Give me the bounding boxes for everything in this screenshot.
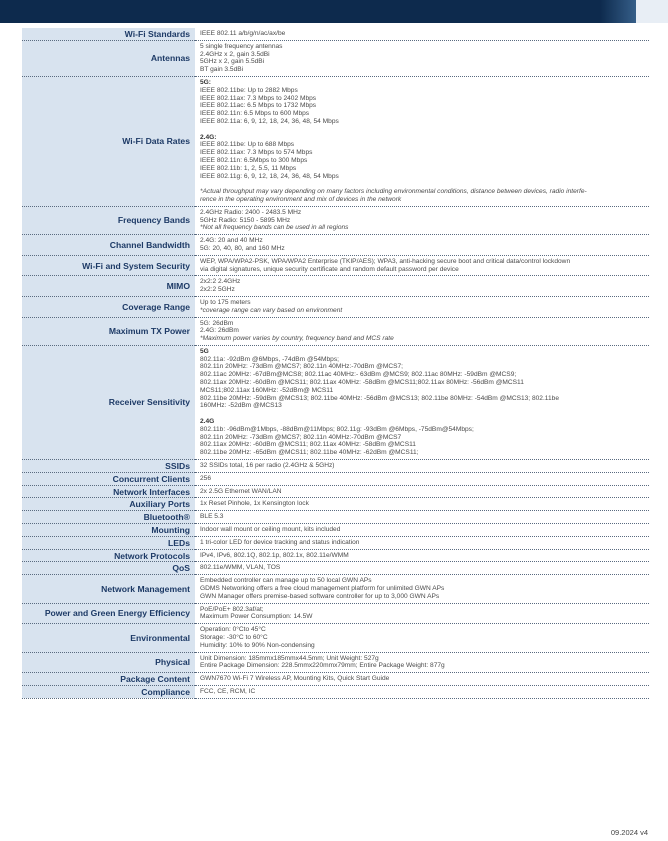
- spec-row: [22, 40, 649, 76]
- spec-value: [195, 673, 649, 686]
- spec-value: [195, 40, 649, 76]
- spec-value: [195, 624, 649, 652]
- spec-value: [195, 549, 649, 562]
- spec-value-line: 5GHz x 2, gain 5.5dBi: [200, 58, 265, 66]
- spec-gap: [200, 410, 649, 418]
- spec-value-line: 5G:: [200, 78, 211, 86]
- spec-value-line: 2.4G: 20 and 40 MHz: [200, 237, 263, 245]
- spec-label: Auxiliary Ports: [22, 498, 195, 511]
- spec-value-line: 2x 2.5G Ethernet WAN/LAN: [200, 487, 282, 495]
- spec-label: Compliance: [22, 685, 195, 698]
- spec-note: rence in the operating environment and mix of devices in the network: [200, 195, 402, 203]
- spec-value-line: 5G: 26dBm: [200, 319, 234, 327]
- spec-row: [22, 562, 649, 575]
- spec-value: [195, 485, 649, 498]
- spec-value-line: 802.11ax 20MHz: -60dBm @MCS11; 802.11ax 40MHz: -58dBm @MCS11;802.11ax 80MHz: -56dBm @MCS11: [200, 379, 524, 387]
- spec-value-line: Embedded controller can manage up to 50 local GWN APs: [200, 577, 372, 585]
- spec-row: [22, 624, 649, 652]
- spec-row: [22, 345, 649, 459]
- spec-row: [22, 460, 649, 473]
- spec-label: Frequency Bands: [22, 206, 195, 234]
- spec-value-line: Operation: 0°Cto 45°C: [200, 626, 266, 634]
- header-bar-accent: [636, 0, 668, 23]
- spec-value-line: IEEE 802.11be: Up to 2882 Mbps: [200, 86, 298, 94]
- spec-value: [195, 472, 649, 485]
- spec-value-line: 5 single frequency antennas: [200, 42, 283, 50]
- spec-label: Package Content: [22, 673, 195, 686]
- spec-value-line: Indoor wall mount or ceiling mount, kits included: [200, 526, 341, 534]
- version-footer: 09.2024 v4: [610, 828, 648, 837]
- spec-row: [22, 603, 649, 624]
- spec-label: Power and Green Energy Efficiency: [22, 603, 195, 624]
- spec-value-line: 5G: 20, 40, 80, and 160 MHz: [200, 244, 285, 252]
- spec-value-line: 802.11n 20MHz: -73dBm @MCS7; 802.11n 40MHz:-70dBm @MCS7;: [200, 363, 403, 371]
- spec-value: [195, 536, 649, 549]
- spec-value-line: IEEE 802.11n: 6.5 Mbps to 600 Mbps: [200, 110, 310, 118]
- spec-row: [22, 673, 649, 686]
- spec-value-line: GDMS Networking offers a free cloud management platform for unlimited GWN APs: [200, 585, 445, 593]
- spec-value-line: 160MHz: -52dBm @MCS13: [200, 402, 282, 410]
- spec-value-line: via digital signatures, unique security certificate and random default password per device: [200, 265, 459, 273]
- spec-label: Concurrent Clients: [22, 472, 195, 485]
- spec-label: Bluetooth®: [22, 511, 195, 524]
- spec-value-line: Maximum Power Consumption: 14.5W: [200, 613, 313, 621]
- spec-value-line: IEEE 802.11ax: 7.3 Mbps to 574 Mbps: [200, 149, 313, 157]
- spec-label: Wi-Fi Data Rates: [22, 76, 195, 206]
- header-bar: [0, 0, 668, 23]
- spec-value-line: IEEE 802.11a: 6, 9, 12, 18, 24, 36, 48, 54 Mbps: [200, 117, 339, 125]
- spec-value-line: 1 tri-color LED for device tracking and status indication: [200, 538, 360, 546]
- spec-row: [22, 28, 649, 40]
- spec-value: [195, 28, 649, 40]
- spec-row: [22, 685, 649, 698]
- spec-label: Physical: [22, 652, 195, 673]
- spec-value-line: IEEE 802.11n: 6.5Mbps to 300 Mbps: [200, 156, 308, 164]
- spec-value-line: Unit Dimension: 185mmx185mmx44.5mm; Unit Weight: 527g: [200, 654, 379, 662]
- spec-value-line: IEEE 802.11b: 1, 2, 5.5, 11 Mbps: [200, 164, 297, 172]
- spec-value-line: PoE/PoE+ 802.3af/at;: [200, 605, 264, 613]
- spec-value: [195, 276, 649, 297]
- spec-value-line: 802.11a: -92dBm @6Mbps, -74dBm @54Mbps;: [200, 355, 339, 363]
- spec-value: [195, 345, 649, 459]
- spec-value: [195, 603, 649, 624]
- spec-label: Mounting: [22, 524, 195, 537]
- spec-value-line: IEEE 802.11be: Up to 688 Mbps: [200, 141, 295, 149]
- spec-value: [195, 317, 649, 345]
- spec-row: [22, 276, 649, 297]
- spec-row: [22, 472, 649, 485]
- spec-value-line: FCC, CE, RCM, IC: [200, 687, 256, 695]
- spec-table: [22, 28, 649, 699]
- spec-label: Wi-Fi Standards: [22, 28, 195, 40]
- spec-value-line: IEEE 802.11 a/b/g/n/ac/ax/be: [200, 30, 286, 37]
- spec-value-line: 2x2:2 5GHz: [200, 286, 235, 294]
- spec-value-line: Storage: -30°C to 60°C: [200, 634, 268, 641]
- spec-label: SSIDs: [22, 460, 195, 473]
- spec-row: [22, 255, 649, 276]
- spec-row: [22, 235, 649, 256]
- spec-label: MIMO: [22, 276, 195, 297]
- spec-value: [195, 685, 649, 698]
- spec-row: [22, 485, 649, 498]
- spec-row: [22, 206, 649, 234]
- spec-gap: [200, 180, 649, 188]
- spec-value: [195, 575, 649, 603]
- spec-label: Environmental: [22, 624, 195, 652]
- spec-value-line: 5GHz Radio: 5150 - 5895 MHz: [200, 216, 291, 224]
- spec-value: [195, 296, 649, 317]
- spec-value: [195, 206, 649, 234]
- spec-table-body: [22, 28, 649, 698]
- spec-value-line: 32 SSIDs total, 16 per radio (2.4GHz & 5GHz): [200, 462, 335, 470]
- spec-value-line: 2.4G: 26dBm: [200, 327, 239, 335]
- spec-row: [22, 498, 649, 511]
- spec-value-line: 1x Reset Pinhole, 1x Kensington lock: [200, 500, 309, 508]
- spec-value-line: BLE 5.3: [200, 513, 224, 521]
- spec-value: [195, 255, 649, 276]
- spec-row: [22, 575, 649, 603]
- spec-label: Maximum TX Power: [22, 317, 195, 345]
- spec-value-line: 2x2:2 2.4GHz: [200, 278, 241, 286]
- spec-value: [195, 562, 649, 575]
- spec-label: Coverage Range: [22, 296, 195, 317]
- spec-label: Receiver Sensitivity: [22, 345, 195, 459]
- spec-value-line: 802.11be 20MHz: -65dBm @MCS11; 802.11be 40MHz: -62dBm @MCS11;: [200, 449, 419, 457]
- spec-label: LEDs: [22, 536, 195, 549]
- spec-value-line: 2.4GHz Radio: 2400 - 2483.5 MHz: [200, 208, 302, 216]
- spec-value-line: Humidity: 10% to 90% Non-condensing: [200, 641, 315, 649]
- spec-value-line: 802.11ax 20MHz: -60dBm @MCS11; 802.11ax 40MHz: -58dBm @MCS11: [200, 441, 416, 449]
- spec-row: [22, 296, 649, 317]
- spec-value: [195, 511, 649, 524]
- spec-row: [22, 511, 649, 524]
- spec-value-line: IEEE 802.11g: 6, 9, 12, 18, 24, 36, 48, 54 Mbps: [200, 172, 339, 180]
- spec-value-line: 2.4G:: [200, 133, 217, 141]
- spec-value-line: Entire Package Dimension: 228.5mmx220mmx79mm; Entire Package Weight: 877g: [200, 662, 445, 670]
- spec-label: Network Protocols: [22, 549, 195, 562]
- spec-row: [22, 536, 649, 549]
- spec-label: Wi-Fi and System Security: [22, 255, 195, 276]
- spec-label: Network Interfaces: [22, 485, 195, 498]
- spec-value-line: 802.11ac 20MHz: -67dBm@MCS8; 802.11ac 40MHz:- 63dBm @MCS9; 802.11ac 80MHz: -59dBm @MCS9;: [200, 371, 517, 379]
- spec-row: [22, 549, 649, 562]
- spec-note: *coverage range can vary based on environment: [200, 306, 343, 314]
- spec-row: [22, 652, 649, 673]
- spec-row: [22, 76, 649, 206]
- spec-value: [195, 460, 649, 473]
- spec-label: Channel Bandwidth: [22, 235, 195, 256]
- spec-label: Antennas: [22, 40, 195, 76]
- spec-value: [195, 524, 649, 537]
- spec-value-line: 256: [200, 474, 212, 482]
- spec-value-line: IPv4, IPv6, 802.1Q, 802.1p, 802.1x, 802.11e/WMM: [200, 551, 349, 559]
- spec-value-line: MCS11;802.11ax 160MHz: -52dBm@ MCS11: [200, 386, 334, 394]
- spec-value-line: BT gain 3.5dBi: [200, 66, 244, 74]
- spec-value-line: IEEE 802.11ax: 7.3 Mbps to 2402 Mbps: [200, 94, 317, 102]
- spec-value-line: 802.11b: -96dBm@1Mbps, -88dBm@11Mbps; 802.11g: -93dBm @6Mbps, -75dBm@54Mbps;: [200, 425, 474, 433]
- spec-row: [22, 317, 649, 345]
- spec-value: [195, 76, 649, 206]
- spec-note: *Maximum power varies by country, frequency band and MCS rate: [200, 335, 394, 343]
- spec-value-line: WEP, WPA/WPA2-PSK, WPA/WPA2 Enterprise (TKIP/AES); WPA3, anti-hacking secure boot and critical data/control lockdown: [200, 257, 571, 265]
- spec-value-line: IEEE 802.11ac: 6.5 Mbps to 1732 Mbps: [200, 102, 317, 110]
- spec-value-line: Up to 175 meters: [200, 298, 251, 306]
- spec-value: [195, 652, 649, 673]
- spec-gap: [200, 126, 649, 134]
- spec-label: QoS: [22, 562, 195, 575]
- spec-label: Network Management: [22, 575, 195, 603]
- spec-value-line: 802.11be 20MHz: -59dBm @MCS13; 802.11be 40MHz: -56dBm @MCS13; 802.11be 80MHz: -54dBm @MCS13; 802.11be: [200, 394, 559, 402]
- spec-value-line: 2.4GHz x 2, gain 3.5dBi: [200, 50, 270, 58]
- spec-value: [195, 235, 649, 256]
- spec-row: [22, 524, 649, 537]
- spec-value-line: 802.11n 20MHz: -73dBm @MCS7; 802.11n 40MHz:-70dBm @MCS7: [200, 433, 402, 441]
- spec-value-line: 802.11e/WMM, VLAN, TOS: [200, 564, 281, 572]
- spec-value-line: 5G: [200, 347, 209, 355]
- spec-note: *Actual throughput may vary depending on many factors including environmental conditions, distance between devices, radio interfe-: [200, 188, 587, 196]
- spec-value-line: GWN Manager offers premise-based software controller for up to 3,000 GWN APs: [200, 592, 440, 600]
- spec-note: *Not all frequency bands can be used in all regions: [200, 224, 349, 232]
- spec-value-line: GWN7670 Wi-Fi 7 Wireless AP, Mounting Kits, Quick Start Guide: [200, 675, 390, 683]
- spec-value-line: 2.4G: [200, 418, 215, 426]
- spec-value: [195, 498, 649, 511]
